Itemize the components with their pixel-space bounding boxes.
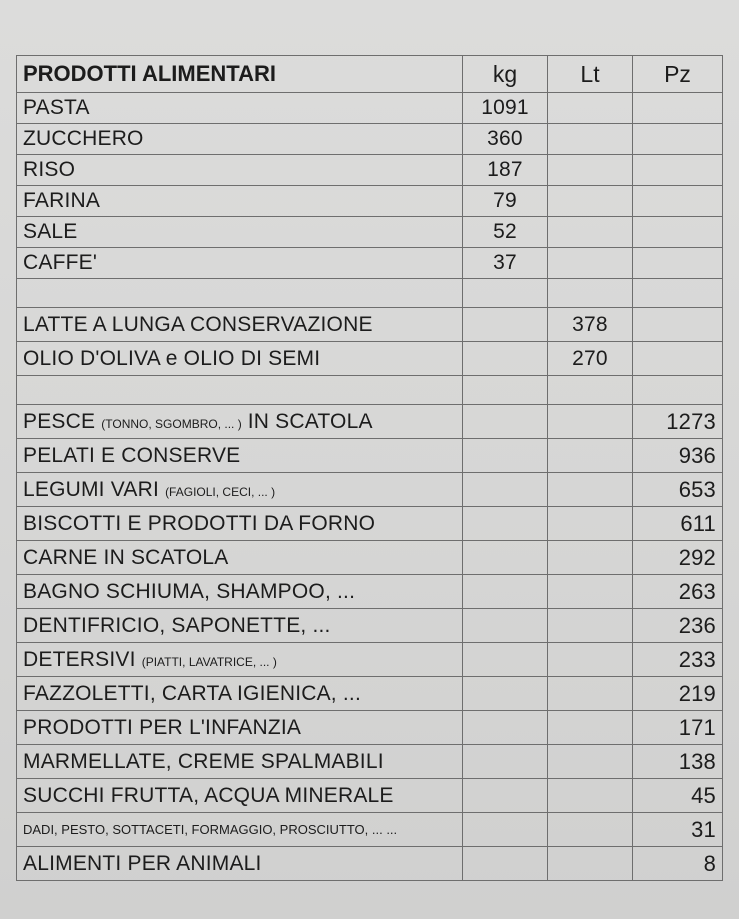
table-row [17,541,723,575]
product-name: SALE [17,217,463,248]
kg-value [463,745,548,779]
empty-cell [463,376,548,405]
product-name: LATTE A LUNGA CONSERVAZIONE [17,308,463,342]
pz-value: 653 [633,473,723,507]
product-name: BISCOTTI E PRODOTTI DA FORNO [17,507,463,541]
pz-value: 263 [633,575,723,609]
product-name: DADI, PESTO, SOTTACETI, FORMAGGIO, PROSCIUTTO, ... ... [17,813,463,847]
lt-value [548,217,633,248]
table-row [17,124,723,155]
kg-value [463,847,548,881]
table-row [17,813,723,847]
pz-value [633,217,723,248]
kg-value: 79 [463,186,548,217]
product-name-main: LEGUMI VARI [23,477,160,501]
lt-value [548,186,633,217]
kg-value [463,342,548,376]
lt-value: 270 [548,342,633,376]
lt-value [548,609,633,643]
kg-value [463,609,548,643]
table-row [17,745,723,779]
pz-value [633,155,723,186]
header-lt: Lt [548,56,633,93]
table-row [17,405,723,439]
table-row [17,155,723,186]
lt-value [548,155,633,186]
product-name: PRODOTTI PER L'INFANZIA [17,711,463,745]
product-name: CAFFE' [17,248,463,279]
kg-value [463,813,548,847]
product-name: PASTA [17,93,463,124]
kg-value [463,779,548,813]
table-row [17,473,723,507]
lt-value [548,575,633,609]
table-row [17,779,723,813]
product-name [17,643,463,677]
pz-value [633,186,723,217]
table-row [17,677,723,711]
lt-value [548,439,633,473]
kg-value [463,643,548,677]
table-row [17,643,723,677]
empty-cell [633,279,723,308]
lt-value [548,541,633,575]
lt-value [548,473,633,507]
empty-cell [633,376,723,405]
product-note: (PIATTI, LAVATRICE, ... ) [141,654,277,669]
pz-value [633,308,723,342]
table-row [17,217,723,248]
table-row [17,711,723,745]
table-row [17,186,723,217]
kg-value [463,473,548,507]
pz-value [633,93,723,124]
pz-value: 138 [633,745,723,779]
donations-table [16,55,723,881]
pz-value: 1273 [633,405,723,439]
kg-value [463,541,548,575]
pz-value: 31 [633,813,723,847]
pz-value: 233 [633,643,723,677]
product-name: PELATI E CONSERVE [17,439,463,473]
kg-value [463,405,548,439]
table-row [17,609,723,643]
spacer-row [17,279,723,308]
pz-value: 8 [633,847,723,881]
lt-value [548,813,633,847]
header-product: PRODOTTI ALIMENTARI [17,56,463,93]
empty-cell [17,279,463,308]
pz-value: 611 [633,507,723,541]
table-row [17,308,723,342]
product-name-main: DETERSIVI [23,647,136,671]
table-row [17,439,723,473]
kg-value: 1091 [463,93,548,124]
lt-value [548,405,633,439]
pz-value: 45 [633,779,723,813]
table-row [17,847,723,881]
table-row [17,342,723,376]
lt-value [548,847,633,881]
pz-value: 936 [633,439,723,473]
pz-value: 236 [633,609,723,643]
kg-value: 187 [463,155,548,186]
product-name-tail: IN SCATOLA [247,409,373,433]
product-name: RISO [17,155,463,186]
lt-value [548,248,633,279]
kg-value [463,439,548,473]
lt-value: 378 [548,308,633,342]
kg-value: 37 [463,248,548,279]
empty-cell [463,279,548,308]
header-kg: kg [463,56,548,93]
lt-value [548,124,633,155]
pz-value: 292 [633,541,723,575]
product-name: BAGNO SCHIUMA, SHAMPOO, ... [17,575,463,609]
lt-value [548,779,633,813]
lt-value [548,93,633,124]
table-row [17,575,723,609]
pz-value [633,248,723,279]
lt-value [548,677,633,711]
lt-value [548,745,633,779]
pz-value: 171 [633,711,723,745]
empty-cell [548,376,633,405]
kg-value [463,308,548,342]
empty-cell [17,376,463,405]
product-name: ZUCCHERO [17,124,463,155]
kg-value: 52 [463,217,548,248]
pz-value [633,124,723,155]
product-name: FAZZOLETTI, CARTA IGIENICA, ... [17,677,463,711]
kg-value [463,507,548,541]
lt-value [548,507,633,541]
product-name: ALIMENTI PER ANIMALI [17,847,463,881]
table-row [17,93,723,124]
product-name: DENTIFRICIO, SAPONETTE, ... [17,609,463,643]
header-row [17,56,723,93]
lt-value [548,711,633,745]
lt-value [548,643,633,677]
header-pz: Pz [633,56,723,93]
empty-cell [548,279,633,308]
table-row [17,248,723,279]
product-note: (TONNO, SGOMBRO, ... ) [101,416,242,431]
product-name: SUCCHI FRUTTA, ACQUA MINERALE [17,779,463,813]
pz-value [633,342,723,376]
product-name [17,473,463,507]
product-name: FARINA [17,186,463,217]
product-name [17,405,463,439]
pz-value: 219 [633,677,723,711]
spacer-row [17,376,723,405]
product-note: (FAGIOLI, CECI, ... ) [165,484,276,499]
kg-value: 360 [463,124,548,155]
kg-value [463,575,548,609]
product-name: CARNE IN SCATOLA [17,541,463,575]
product-name-main: PESCE [23,409,96,433]
product-name: OLIO D'OLIVA e OLIO DI SEMI [17,342,463,376]
kg-value [463,677,548,711]
kg-value [463,711,548,745]
product-name: MARMELLATE, CREME SPALMABILI [17,745,463,779]
table-row [17,507,723,541]
